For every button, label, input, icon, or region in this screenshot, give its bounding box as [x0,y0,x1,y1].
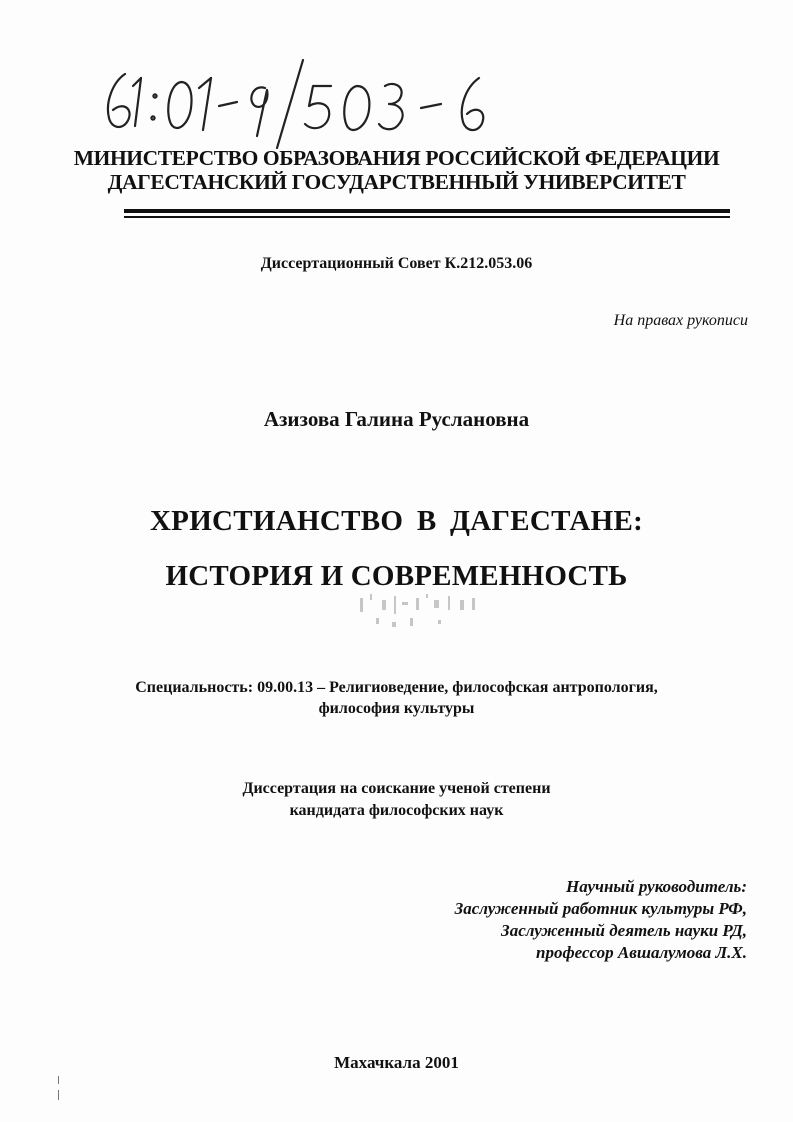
degree-statement-line-2: кандидата философских наук [289,802,504,819]
specialty-line-2: философия культуры [318,700,475,717]
ministry-heading: МИНИСТЕРСТВО ОБРАЗОВАНИЯ РОССИЙСКОЙ ФЕДЕРАЦИИ [73,146,720,170]
university-heading: ДАГЕСТАНСКИЙ ГОСУДАРСТВЕННЫЙ УНИВЕРСИТЕТ [107,170,686,194]
supervisor-block [455,876,747,964]
faint-library-stamp [352,588,492,636]
handwritten-number-drawing [95,52,535,152]
degree-statement-line-1: Диссертация на соискание ученой степени [242,780,551,797]
header-divider-thin [124,216,730,218]
margin-scan-marks [57,1076,61,1106]
handwritten-archive-number [95,52,535,152]
thesis-title-line-1: ХРИСТИАНСТВО В ДАГЕСТАНЕ: [149,505,644,537]
thesis-title-line-2: ИСТОРИЯ И СОВРЕМЕННОСТЬ [165,560,628,592]
dissertation-council: Диссертационный Совет К.212.053.06 [260,255,533,272]
specialty-line-1: Специальность: 09.00.13 – Религиоведение, философская антропология, [135,679,658,696]
supervisor-title-2: Заслуженный деятель науки РД, [501,921,747,940]
city-year: Махачкала 2001 [334,1053,459,1072]
manuscript-rights-note: На правах рукописи [613,312,748,329]
header-divider-thick [124,209,730,213]
supervisor-name: профессор Авшалумова Л.Х. [536,943,747,962]
supervisor-label: Научный руководитель: [565,877,747,896]
supervisor-title-1: Заслуженный работник культуры РФ, [454,899,747,918]
author-name: Азизова Галина Руслановна [263,407,530,431]
